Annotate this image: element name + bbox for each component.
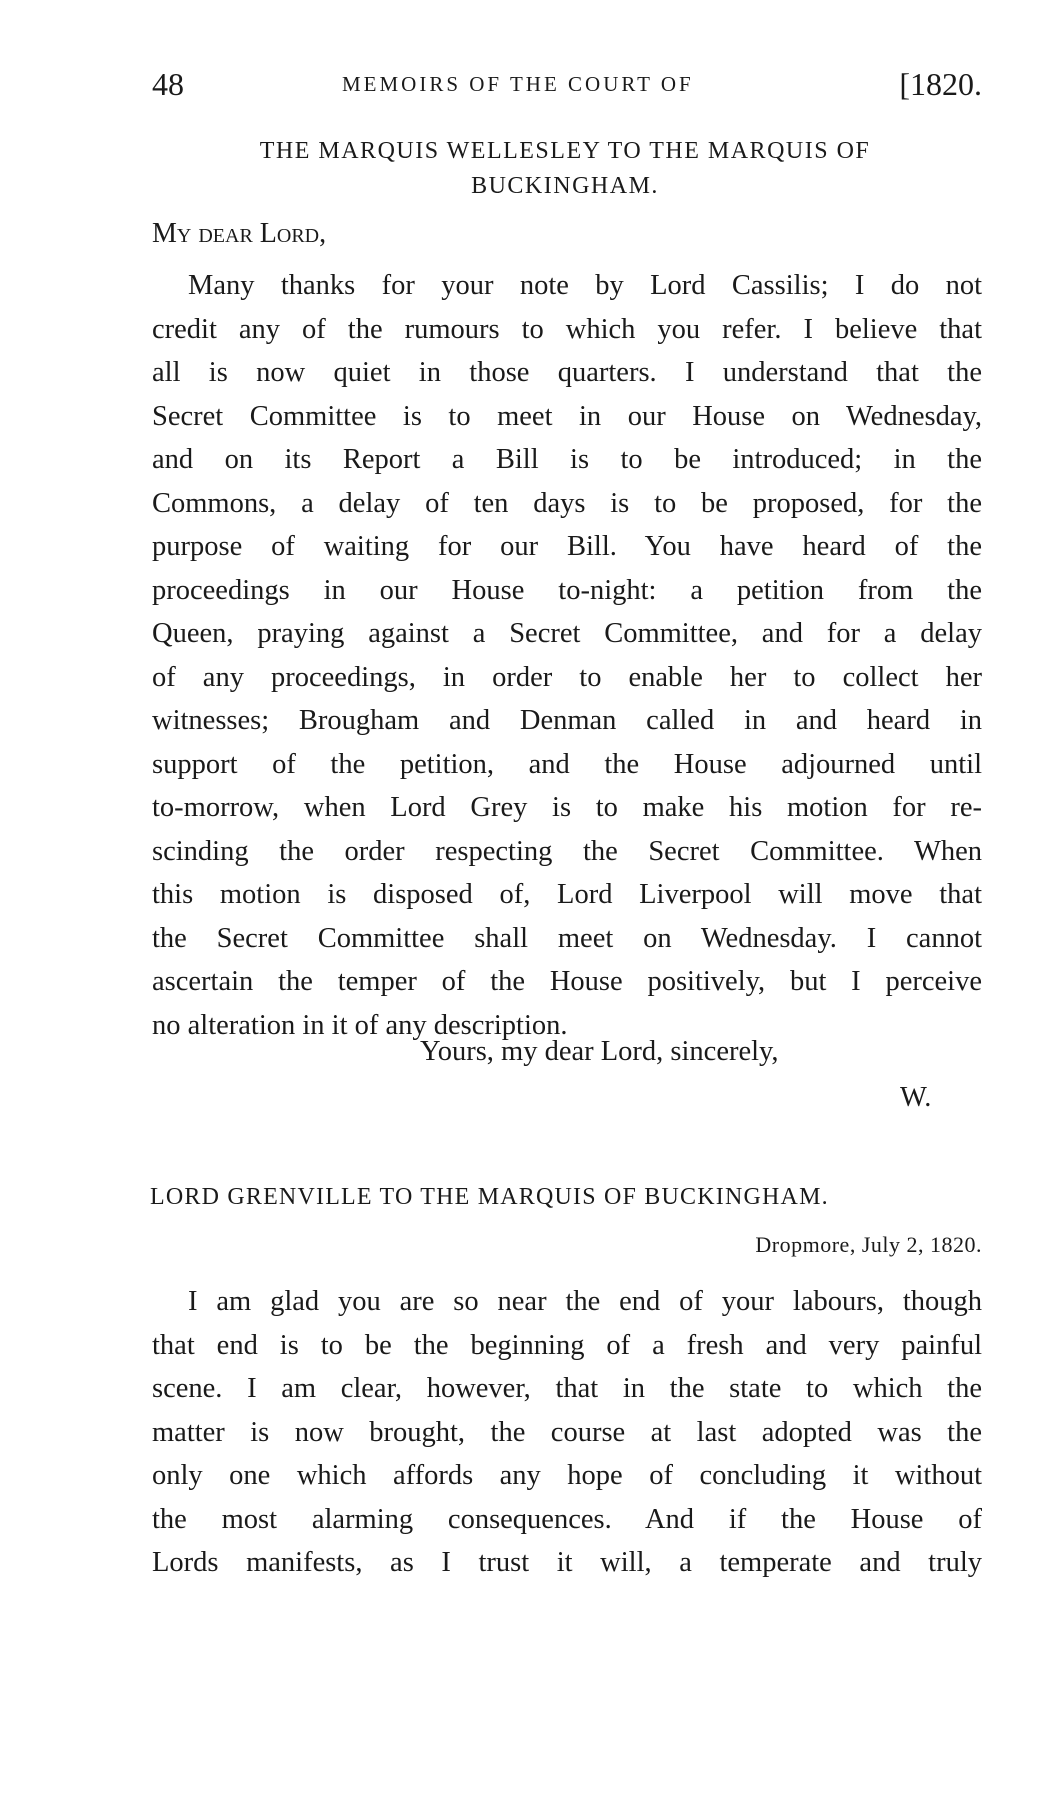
body-line: proceedings in our House to-night: a petition from the [152,574,982,606]
body-line: the most alarming consequences. And if the House of [152,1503,982,1535]
body-line: Secret Committee is to meet in our House on Wednesday, [152,400,982,432]
body-line: Many thanks for your note by Lord Cassilis; I do not [188,270,982,301]
body-line: Lords manifests, as I trust it will, a temperate and truly [152,1547,982,1578]
running-head [152,66,982,106]
running-year: [1820. [899,66,982,102]
letter1-heading-line2: BUCKINGHAM. [471,173,659,199]
body-line: that end is to be the beginning of a fresh and very painful [152,1329,982,1361]
letter1-heading-line1: THE MARQUIS WELLESLEY TO THE MARQUIS OF [259,138,871,164]
body-line: of any proceedings, in order to enable her to collect her [152,661,982,693]
body-line: scinding the order respecting the Secret Committee. When [152,835,982,867]
letter1-body [152,264,982,1047]
body-line: witnesses; Brougham and Denman called in and heard in [152,705,982,736]
letter2-body [152,1280,982,1585]
body-line: and on its Report a Bill is to be introduced; in the [152,444,982,475]
body-line: matter is now brought, the course at last adopted was the [152,1416,982,1448]
body-line: support of the petition, and the House adjourned until [152,748,982,780]
letter1-signature: W. [900,1082,932,1113]
body-line: this motion is disposed of, Lord Liverpool will move that [152,879,982,910]
body-line: all is now quiet in those quarters. I understand that the [152,357,982,388]
body-line: I am glad you are so near the end of your labours, though [188,1286,982,1317]
running-title: MEMOIRS OF THE COURT OF [342,72,694,96]
body-line: credit any of the rumours to which you refer. I believe that [152,313,982,345]
letter1-salutation: My dear Lord, [152,218,327,249]
body-line: the Secret Committee shall meet on Wednesday. I cannot [152,922,982,954]
body-line: no alteration in it of any description. [152,1009,568,1041]
body-line: Queen, praying against a Secret Committee, and for a delay [152,618,982,649]
body-line: ascertain the temper of the House positively, but I perceive [152,966,982,997]
page-number: 48 [152,66,184,102]
body-line: only one which affords any hope of concluding it without [152,1460,982,1491]
body-line: scene. I am clear, however, that in the state to which the [152,1373,982,1404]
body-line: purpose of waiting for our Bill. You have heard of the [152,531,982,562]
body-line: Commons, a delay of ten days is to be proposed, for the [152,487,982,519]
letter2-dateline: Dropmore, July 2, 1820. [755,1232,982,1257]
letter1-closing: Yours, my dear Lord, sincerely, [420,1036,779,1067]
body-line: to-morrow, when Lord Grey is to make his motion for re- [152,792,982,823]
letter1-heading [150,134,980,204]
letter2-heading: LORD GRENVILLE TO THE MARQUIS OF BUCKINGHAM. [150,1184,829,1210]
